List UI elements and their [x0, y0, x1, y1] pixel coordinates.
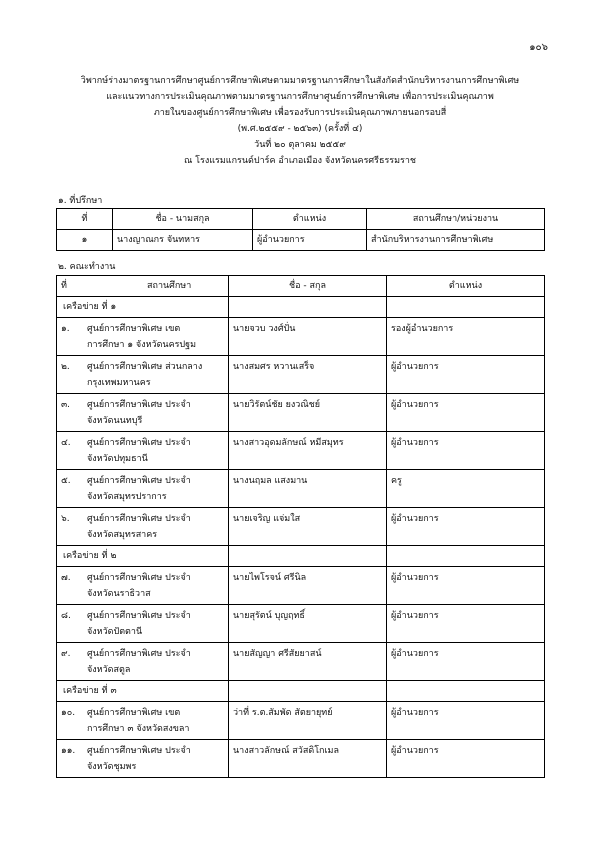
- school-cell: [57, 432, 229, 470]
- school-line-1: ศูนย์การศึกษาพิเศษ เขต: [87, 324, 181, 334]
- column-header: สถานศึกษา/หน่วยงาน: [367, 209, 545, 230]
- empty-cell: [387, 297, 545, 318]
- table-row: [57, 605, 545, 643]
- person-position: ผู้อำนวยการ: [387, 702, 545, 740]
- table-row: [57, 432, 545, 470]
- organization: สำนักบริหารงานการศึกษาพิเศษ: [367, 230, 545, 251]
- table-row: [57, 740, 545, 778]
- table-row: [57, 230, 545, 251]
- header-line: ณ โรงแรมแกรนด์ปาร์ค อำเภอเมือง จังหวัดนครศรีธรรมราช: [183, 156, 417, 166]
- row-number: ๗.: [61, 573, 71, 583]
- document-header: [60, 73, 540, 169]
- column-header: ที่: [57, 209, 113, 230]
- person-name: นายวิรัตน์ชัย ยงวณิชย์: [229, 394, 387, 432]
- person-name: นายเจริญ แจ่มใส: [229, 508, 387, 546]
- person-name: ว่าที่ ร.ต.สัมพัด สัตยายุทย์: [229, 702, 387, 740]
- school-line-2: จังหวัดสตูล: [87, 665, 131, 675]
- page-number: ๑๐๖: [529, 42, 548, 53]
- network-group-label: เครือข่าย ที่ ๒: [57, 546, 229, 567]
- row-number: ๔.: [61, 438, 71, 448]
- table-header-row: [57, 209, 545, 230]
- header-line: และแนวทางการประเมินคุณภาพตามมาตรฐานการศึกษาศูนย์การศึกษาพิเศษ เพื่อการประเมินคุณภาพ: [106, 92, 494, 102]
- column-header: ตำแหน่ง: [253, 209, 367, 230]
- network-group-label: เครือข่าย ที่ ๓: [57, 681, 229, 702]
- empty-cell: [229, 681, 387, 702]
- row-number: ๑๑.: [61, 746, 76, 756]
- header-line: วันที่ ๒๐ ตุลาคม ๒๕๕๙: [254, 140, 346, 150]
- column-header-number: ที่: [61, 281, 67, 291]
- empty-cell: [229, 297, 387, 318]
- group-row: [57, 297, 545, 318]
- school-cell: [57, 470, 229, 508]
- row-number: ๑: [57, 230, 113, 251]
- column-header: [57, 276, 229, 297]
- staff-table: [56, 275, 545, 778]
- person-position: ผู้อำนวยการ: [387, 508, 545, 546]
- row-number: ๓.: [61, 400, 71, 410]
- school-line-2: จังหวัดสมุทรสาคร: [87, 530, 158, 540]
- header-line: (พ.ศ.๒๕๕๙ - ๒๕๖๓) (ครั้งที่ ๔): [237, 124, 363, 134]
- school-line-1: ศูนย์การศึกษาพิเศษ เขต: [87, 708, 181, 718]
- table-row: [57, 356, 545, 394]
- advisors-title: ๑. ที่ปรึกษา: [58, 196, 103, 206]
- empty-cell: [387, 681, 545, 702]
- person-name: นางสาวอุดมลักษณ์ หมีสมุทร: [229, 432, 387, 470]
- empty-cell: [229, 546, 387, 567]
- school-line-1: ศูนย์การศึกษาพิเศษ ประจำ: [87, 649, 191, 659]
- person-position: ผู้อำนวยการ: [387, 356, 545, 394]
- group-row: [57, 546, 545, 567]
- school-line-2: จังหวัดสมุทรปราการ: [87, 492, 167, 502]
- table-header-row: [57, 276, 545, 297]
- person-position: ผู้อำนวยการ: [387, 394, 545, 432]
- network-group-label: เครือข่าย ที่ ๑: [57, 297, 229, 318]
- person-name: นายสุรัตน์ บุญฤทธิ์: [229, 605, 387, 643]
- empty-cell: [387, 546, 545, 567]
- header-line: ภายในของศูนย์การศึกษาพิเศษ เพื่อรองรับการประเมินคุณภาพภายนอกรอบสี่: [153, 108, 447, 118]
- header-line: วิพากษ์ร่างมาตรฐานการศึกษาศูนย์การศึกษาพิเศษตามมาตรฐานการศึกษาในสังกัดสำนักบริหารงานการศึกษาพิเศษ: [80, 76, 520, 86]
- school-cell: [57, 740, 229, 778]
- school-line-2: จังหวัดนราธิวาส: [87, 589, 151, 599]
- row-number: ๙.: [61, 649, 71, 659]
- person-name: นางญาณกร จันทหาร: [113, 230, 253, 251]
- person-name: นางนฤมล แสงมาน: [229, 470, 387, 508]
- column-header: ชื่อ - สกุล: [229, 276, 387, 297]
- row-number: ๑.: [61, 324, 70, 334]
- school-line-1: ศูนย์การศึกษาพิเศษ ส่วนกลาง: [87, 362, 203, 372]
- person-name: นางสาวลักษณ์ สวัสดิโกเมล: [229, 740, 387, 778]
- row-number: ๖.: [61, 514, 70, 524]
- school-line-2: กรุงเทพมหานคร: [87, 378, 151, 388]
- school-line-1: ศูนย์การศึกษาพิเศษ ประจำ: [87, 611, 191, 621]
- row-number: ๘.: [61, 611, 71, 621]
- school-cell: [57, 643, 229, 681]
- row-number: ๑๐.: [61, 708, 76, 718]
- school-line-2: จังหวัดชุมพร: [87, 762, 137, 772]
- staff-title: ๒. คณะทำงาน: [58, 262, 116, 272]
- person-position: ผู้อำนวยการ: [387, 605, 545, 643]
- column-header: ชื่อ - นามสกุล: [113, 209, 253, 230]
- school-cell: [57, 318, 229, 356]
- school-line-1: ศูนย์การศึกษาพิเศษ ประจำ: [87, 573, 191, 583]
- column-header: ตำแหน่ง: [387, 276, 545, 297]
- school-line-2: จังหวัดปัตตานี: [87, 627, 143, 637]
- school-cell: [57, 605, 229, 643]
- school-line-1: ศูนย์การศึกษาพิเศษ ประจำ: [87, 746, 191, 756]
- school-line-1: ศูนย์การศึกษาพิเศษ ประจำ: [87, 438, 191, 448]
- person-position: ผู้อำนวยการ: [253, 230, 367, 251]
- table-row: [57, 643, 545, 681]
- table-row: [57, 702, 545, 740]
- person-position: ครู: [387, 470, 545, 508]
- person-name: นายไพโรจน์ ศรีนิล: [229, 567, 387, 605]
- table-row: [57, 394, 545, 432]
- school-line-1: ศูนย์การศึกษาพิเศษ ประจำ: [87, 476, 191, 486]
- group-row: [57, 681, 545, 702]
- person-position: ผู้อำนวยการ: [387, 740, 545, 778]
- school-cell: [57, 508, 229, 546]
- table-row: [57, 470, 545, 508]
- person-name: นายสัญญา ศรีสัยยาสน์: [229, 643, 387, 681]
- school-cell: [57, 394, 229, 432]
- school-cell: [57, 356, 229, 394]
- row-number: ๕.: [61, 476, 71, 486]
- school-line-2: การศึกษา ๑ จังหวัดนครปฐม: [87, 340, 197, 350]
- staff-table-body: [57, 297, 545, 778]
- school-line-2: การศึกษา ๓ จังหวัดสงขลา: [87, 724, 190, 734]
- school-line-1: ศูนย์การศึกษาพิเศษ ประจำ: [87, 400, 191, 410]
- person-name: นายจวบ วงศ์ปั่น: [229, 318, 387, 356]
- row-number: ๒.: [61, 362, 70, 372]
- school-cell: [57, 702, 229, 740]
- school-line-1: ศูนย์การศึกษาพิเศษ ประจำ: [87, 514, 191, 524]
- table-row: [57, 567, 545, 605]
- person-position: รองผู้อำนวยการ: [387, 318, 545, 356]
- school-cell: [57, 567, 229, 605]
- person-position: ผู้อำนวยการ: [387, 643, 545, 681]
- school-line-2: จังหวัดนนทบุรี: [87, 416, 143, 426]
- advisors-table: [56, 208, 545, 251]
- person-position: ผู้อำนวยการ: [387, 432, 545, 470]
- table-row: [57, 508, 545, 546]
- table-row: [57, 318, 545, 356]
- person-position: ผู้อำนวยการ: [387, 567, 545, 605]
- column-header-school: สถานศึกษา: [147, 281, 192, 291]
- person-name: นางสมศร หวานเสร็จ: [229, 356, 387, 394]
- school-line-2: จังหวัดปทุมธานี: [87, 454, 148, 464]
